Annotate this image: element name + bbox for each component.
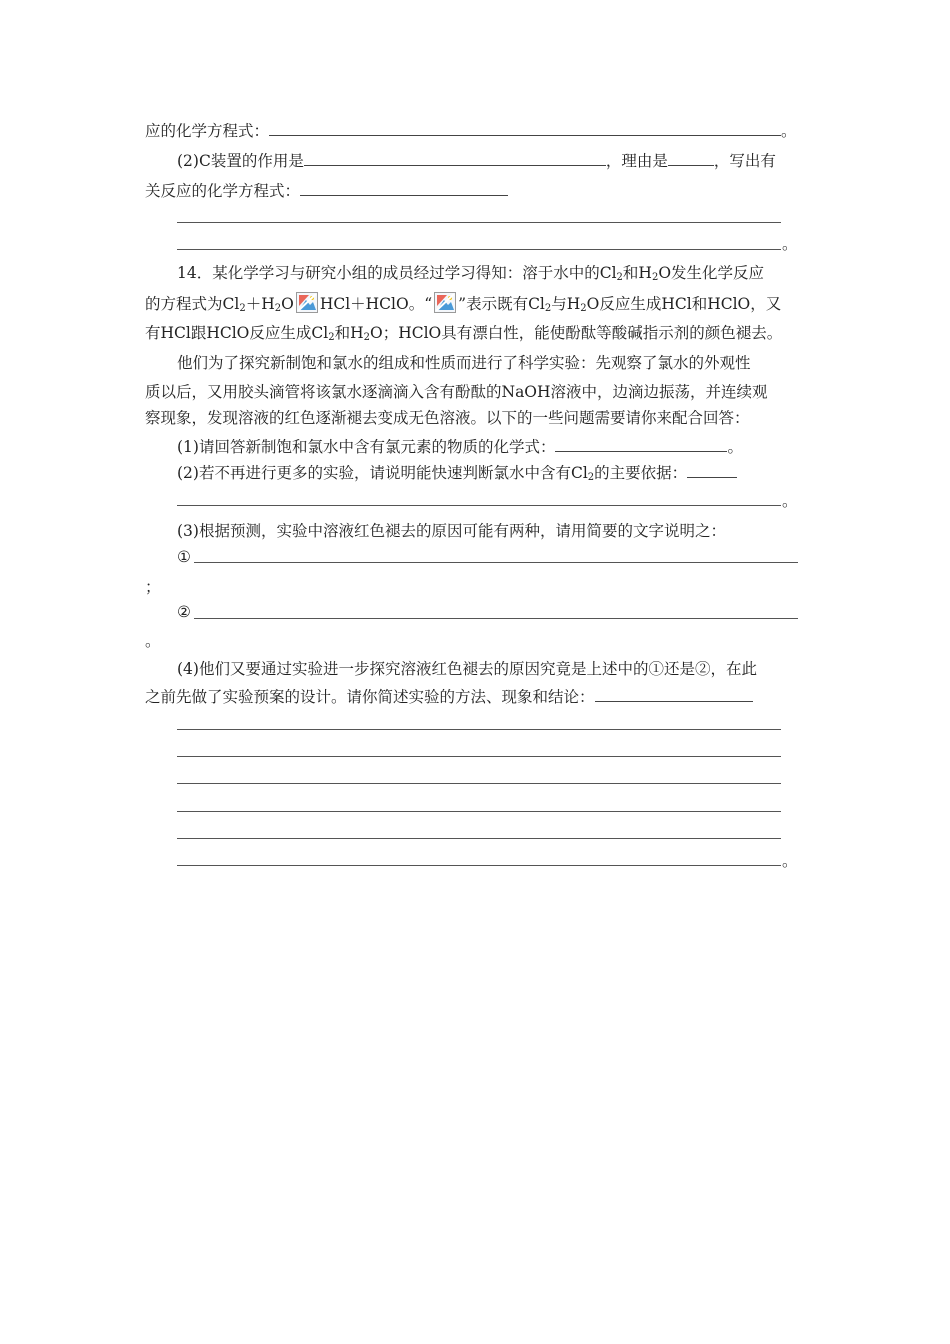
paragraph-line <box>177 352 751 374</box>
answer-rule[interactable] <box>177 249 781 250</box>
text: 关反应的化学方程式： <box>145 182 301 200</box>
circle-number: ① <box>177 548 191 566</box>
answer-blank[interactable] <box>668 150 714 166</box>
subscript: 2 <box>616 272 623 283</box>
answer-rule[interactable] <box>177 729 781 730</box>
answer-rule[interactable] <box>177 505 781 506</box>
circle-number: ② <box>177 603 191 621</box>
text: (3)根据预测，实验中溶液红色褪去的原因可能有两种，请用简要的文字说明之： <box>177 522 726 540</box>
answer-rule[interactable] <box>194 618 798 619</box>
text: ＋H <box>245 295 275 313</box>
subscript: 2 <box>239 303 246 314</box>
answer-rule[interactable] <box>194 562 798 563</box>
text: 他们为了探究新制饱和氯水的组成和性质而进行了科学实验：先观察了氯水的外观性 <box>177 354 751 372</box>
period: 。 <box>782 235 798 253</box>
broken-image-icon <box>434 292 456 313</box>
text: (4)他们又要通过实验进一步探究溶液红色褪去的原因究竟是上述中的①还是②，在此 <box>177 660 757 678</box>
paragraph-line <box>145 381 768 403</box>
text: 应的化学方程式： <box>145 122 270 140</box>
text: O <box>281 295 294 313</box>
q14-intro-line-3 <box>145 322 782 344</box>
text: 与H <box>551 295 581 313</box>
sub-question-2 <box>177 462 737 484</box>
answer-blank[interactable] <box>595 686 753 702</box>
period: 。 <box>781 122 797 140</box>
q14-intro-line-2 <box>145 292 781 314</box>
text: O发生化学反应 <box>658 264 765 282</box>
text: O；HClO具有漂白性，能使酚酞等酸碱指示剂的颜色褪去。 <box>369 324 783 342</box>
text: 有HCl跟HClO反应生成Cl <box>145 324 329 342</box>
text: O反应生成HCl和HClO，又 <box>586 295 782 313</box>
q2-label: (2)C装置的作用是 <box>177 152 304 170</box>
question-2-line <box>177 150 776 172</box>
answer-blank[interactable] <box>687 462 737 478</box>
subscript: 2 <box>363 332 370 343</box>
text: 的主要依据： <box>594 464 688 482</box>
paragraph-line <box>145 407 750 429</box>
subscript: 2 <box>587 472 595 483</box>
period: 。 <box>782 492 798 510</box>
answer-rule[interactable] <box>177 838 781 839</box>
text: 之前先做了实验预案的设计。请你简述实验的方法、现象和结论： <box>145 688 595 706</box>
text: 和H <box>622 264 652 282</box>
answer-rule[interactable] <box>177 865 781 866</box>
text: 质以后，又用胶头滴管将该氯水逐滴滴入含有酚酞的NaOH溶液中，边滴边振荡，并连续观 <box>145 383 768 401</box>
subscript: 2 <box>274 303 282 314</box>
subscript: 2 <box>328 332 335 343</box>
answer-blank[interactable] <box>555 436 727 452</box>
text: ，写出有 <box>713 152 776 170</box>
answer-rule[interactable] <box>177 222 781 223</box>
semicolon: ； <box>145 578 161 596</box>
text: HCl＋HClO。“ <box>319 295 433 313</box>
text: ”表示既有Cl <box>458 295 545 313</box>
answer-rule[interactable] <box>177 783 781 784</box>
text: (1)请回答新制饱和氯水中含有氯元素的物质的化学式： <box>177 438 556 456</box>
sub-question-3 <box>177 520 726 542</box>
text: 和H <box>334 324 364 342</box>
broken-image-icon <box>296 292 318 313</box>
answer-blank[interactable] <box>269 120 781 136</box>
text: ，理由是 <box>605 152 668 170</box>
reason-2-marker <box>177 601 191 623</box>
q14-intro-line-1 <box>177 262 764 284</box>
answer-rule[interactable] <box>177 756 781 757</box>
subscript: 2 <box>544 303 552 314</box>
text: (2)若不再进行更多的实验，请说明能快速判断氯水中含有Cl <box>177 464 588 482</box>
line-equation-prompt <box>145 120 797 142</box>
text: 14．某化学学习与研究小组的成员经过学习得知：溶于水中的Cl <box>177 264 617 282</box>
reason-1-marker <box>177 546 191 568</box>
subscript: 2 <box>651 272 659 283</box>
sub-question-4-line-2 <box>145 686 753 708</box>
answer-blank[interactable] <box>304 150 606 166</box>
period: 。 <box>145 632 161 650</box>
sub-question-4 <box>177 658 757 680</box>
text: 察现象，发现溶液的红色逐渐褪去变成无色溶液。以下的一些问题需要请你来配合回答： <box>145 409 750 427</box>
sub-question-1 <box>177 436 743 458</box>
text: 的方程式为Cl <box>145 295 240 313</box>
period: 。 <box>727 438 743 456</box>
answer-rule[interactable] <box>177 811 781 812</box>
subscript: 2 <box>580 303 587 314</box>
answer-blank[interactable] <box>300 180 508 196</box>
question-2-line-2 <box>145 180 508 202</box>
period: 。 <box>782 852 798 870</box>
